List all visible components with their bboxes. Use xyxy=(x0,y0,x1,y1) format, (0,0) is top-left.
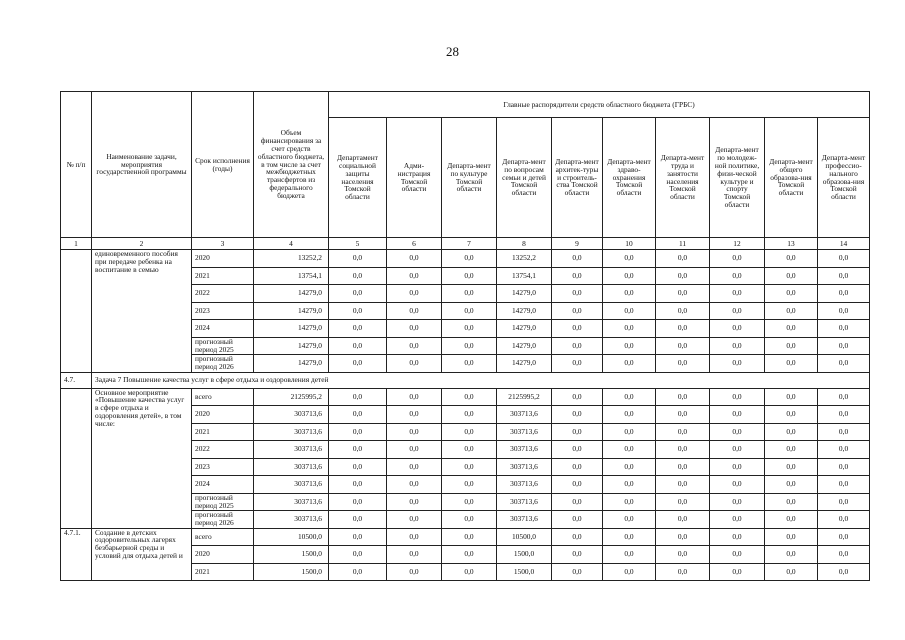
header-dept: Адми-нистрация Томской области xyxy=(387,118,442,238)
department-cell: 0,0 xyxy=(387,285,442,303)
department-cell: 0,0 xyxy=(603,388,656,406)
department-cell: 0,0 xyxy=(710,458,765,476)
department-cell: 0,0 xyxy=(442,267,497,285)
department-cell: 0,0 xyxy=(387,493,442,511)
task-row xyxy=(61,372,870,388)
volume-cell: 303713,6 xyxy=(254,458,329,476)
department-cell: 0,0 xyxy=(329,267,387,285)
department-cell: 303713,6 xyxy=(497,423,552,441)
row-name: Создание в детских оздоровительных лагерях безбарьерной среды и условий для отдыха детей и xyxy=(92,528,192,581)
department-cell: 0,0 xyxy=(387,441,442,459)
department-cell: 0,0 xyxy=(603,528,656,546)
department-cell: 0,0 xyxy=(765,546,818,564)
department-cell: 0,0 xyxy=(442,388,497,406)
department-cell: 0,0 xyxy=(765,337,818,355)
page-number: 28 xyxy=(446,44,459,59)
department-cell: 0,0 xyxy=(656,563,710,581)
department-cell: 0,0 xyxy=(710,250,765,268)
department-cell: 0,0 xyxy=(656,406,710,424)
department-cell: 0,0 xyxy=(552,337,603,355)
department-cell: 0,0 xyxy=(710,563,765,581)
department-cell: 13252,2 xyxy=(497,250,552,268)
department-cell: 0,0 xyxy=(656,476,710,494)
department-cell: 0,0 xyxy=(552,476,603,494)
header-name: Наименование задачи, мероприятия государственной программы xyxy=(92,92,192,238)
department-cell: 0,0 xyxy=(387,355,442,373)
row-period: прогнозный период 2025 xyxy=(192,337,254,355)
department-cell: 0,0 xyxy=(552,302,603,320)
department-cell: 0,0 xyxy=(603,563,656,581)
task-number: 4.7. xyxy=(61,372,92,388)
department-cell: 0,0 xyxy=(603,302,656,320)
row-period: 2024 xyxy=(192,476,254,494)
row-number: 4.7.1. xyxy=(61,528,92,581)
department-cell: 0,0 xyxy=(710,320,765,338)
department-cell: 14279,0 xyxy=(497,355,552,373)
volume-cell: 13252,2 xyxy=(254,250,329,268)
department-cell: 0,0 xyxy=(765,441,818,459)
department-cell: 0,0 xyxy=(765,250,818,268)
department-cell: 0,0 xyxy=(442,528,497,546)
department-cell: 0,0 xyxy=(710,388,765,406)
department-cell: 0,0 xyxy=(603,511,656,529)
header-dept: Департамент социальной защиты населения Томской области xyxy=(329,118,387,238)
department-cell: 0,0 xyxy=(656,546,710,564)
column-number: 14 xyxy=(818,238,870,250)
header-dept: Департа-мент общего образова-ния Томской области xyxy=(765,118,818,238)
row-period: 2021 xyxy=(192,267,254,285)
department-cell: 0,0 xyxy=(442,320,497,338)
volume-cell: 14279,0 xyxy=(254,285,329,303)
department-cell: 0,0 xyxy=(329,406,387,424)
department-cell: 0,0 xyxy=(442,302,497,320)
department-cell: 0,0 xyxy=(552,423,603,441)
department-cell: 0,0 xyxy=(552,388,603,406)
table-row xyxy=(61,528,870,546)
header-dept: Департа-мент здраво-охранения Томской области xyxy=(603,118,656,238)
department-cell: 0,0 xyxy=(329,458,387,476)
department-cell: 0,0 xyxy=(656,267,710,285)
department-cell: 0,0 xyxy=(442,423,497,441)
department-cell: 0,0 xyxy=(710,355,765,373)
column-number: 10 xyxy=(603,238,656,250)
department-cell: 0,0 xyxy=(656,528,710,546)
department-cell: 0,0 xyxy=(552,563,603,581)
row-number xyxy=(61,388,92,528)
row-period: 2022 xyxy=(192,441,254,459)
department-cell: 0,0 xyxy=(656,388,710,406)
task-title: Задача 7 Повышение качества услуг в сфере отдыха и оздоровления детей xyxy=(92,372,870,388)
department-cell: 0,0 xyxy=(552,511,603,529)
department-cell: 0,0 xyxy=(329,493,387,511)
header-volume: Объем финансирования за счет средств областного бюджета, в том числе за счет межбюджетных трансфертов из федерального бюджета xyxy=(254,92,329,238)
row-period: 2020 xyxy=(192,406,254,424)
department-cell: 0,0 xyxy=(442,250,497,268)
column-number: 6 xyxy=(387,238,442,250)
department-cell: 14279,0 xyxy=(497,302,552,320)
department-cell: 13754,1 xyxy=(497,267,552,285)
department-cell: 0,0 xyxy=(387,458,442,476)
volume-cell: 2125995,2 xyxy=(254,388,329,406)
volume-cell: 303713,6 xyxy=(254,493,329,511)
column-number: 4 xyxy=(254,238,329,250)
department-cell: 0,0 xyxy=(442,546,497,564)
budget-table xyxy=(60,91,870,581)
header-dept: Департа-мент по молодеж-ной политике, физи-ческой культуре и спорту Томской области xyxy=(710,118,765,238)
department-cell: 0,0 xyxy=(656,302,710,320)
department-cell: 0,0 xyxy=(818,320,870,338)
department-cell: 0,0 xyxy=(329,388,387,406)
column-number: 13 xyxy=(765,238,818,250)
row-period: 2023 xyxy=(192,302,254,320)
department-cell: 0,0 xyxy=(765,511,818,529)
department-cell: 0,0 xyxy=(329,250,387,268)
row-period: прогнозный период 2025 xyxy=(192,493,254,511)
department-cell: 0,0 xyxy=(603,267,656,285)
row-period: 2023 xyxy=(192,458,254,476)
department-cell: 0,0 xyxy=(656,337,710,355)
volume-cell: 14279,0 xyxy=(254,337,329,355)
department-cell: 0,0 xyxy=(818,302,870,320)
row-period: 2020 xyxy=(192,546,254,564)
department-cell: 0,0 xyxy=(818,337,870,355)
department-cell: 0,0 xyxy=(387,337,442,355)
department-cell: 0,0 xyxy=(818,355,870,373)
column-number: 12 xyxy=(710,238,765,250)
department-cell: 0,0 xyxy=(329,302,387,320)
department-cell: 303713,6 xyxy=(497,458,552,476)
department-cell: 0,0 xyxy=(603,320,656,338)
department-cell: 0,0 xyxy=(329,528,387,546)
department-cell: 0,0 xyxy=(329,320,387,338)
department-cell: 0,0 xyxy=(387,528,442,546)
header-no: № п/п xyxy=(61,92,92,238)
row-number xyxy=(61,250,92,373)
header-dept: Департа-мент архитек-туры и строитель-ства Томской области xyxy=(552,118,603,238)
department-cell: 0,0 xyxy=(656,320,710,338)
department-cell: 0,0 xyxy=(329,423,387,441)
department-cell: 0,0 xyxy=(552,355,603,373)
department-cell: 0,0 xyxy=(442,406,497,424)
department-cell: 0,0 xyxy=(329,511,387,529)
department-cell: 0,0 xyxy=(552,285,603,303)
department-cell: 0,0 xyxy=(656,441,710,459)
department-cell: 0,0 xyxy=(818,476,870,494)
department-cell: 0,0 xyxy=(656,355,710,373)
department-cell: 0,0 xyxy=(765,355,818,373)
department-cell: 0,0 xyxy=(818,511,870,529)
header-dept: Департа-мент по культуре Томской области xyxy=(442,118,497,238)
department-cell: 0,0 xyxy=(552,458,603,476)
department-cell: 0,0 xyxy=(710,441,765,459)
table-row xyxy=(61,388,870,406)
department-cell: 0,0 xyxy=(442,355,497,373)
department-cell: 0,0 xyxy=(818,267,870,285)
row-period: всего xyxy=(192,388,254,406)
department-cell: 0,0 xyxy=(329,285,387,303)
volume-cell: 1500,0 xyxy=(254,546,329,564)
department-cell: 0,0 xyxy=(329,337,387,355)
department-cell: 0,0 xyxy=(656,423,710,441)
department-cell: 0,0 xyxy=(387,546,442,564)
department-cell: 0,0 xyxy=(603,423,656,441)
department-cell: 0,0 xyxy=(656,250,710,268)
department-cell: 0,0 xyxy=(603,441,656,459)
column-number: 11 xyxy=(656,238,710,250)
department-cell: 0,0 xyxy=(387,302,442,320)
volume-cell: 303713,6 xyxy=(254,476,329,494)
row-period: 2021 xyxy=(192,423,254,441)
department-cell: 0,0 xyxy=(710,423,765,441)
department-cell: 0,0 xyxy=(442,493,497,511)
volume-cell: 303713,6 xyxy=(254,406,329,424)
column-number: 1 xyxy=(61,238,92,250)
department-cell: 0,0 xyxy=(442,337,497,355)
department-cell: 0,0 xyxy=(710,337,765,355)
department-cell: 303713,6 xyxy=(497,406,552,424)
department-cell: 0,0 xyxy=(818,458,870,476)
department-cell: 0,0 xyxy=(818,441,870,459)
department-cell: 0,0 xyxy=(329,563,387,581)
row-period: прогнозный период 2026 xyxy=(192,511,254,529)
department-cell: 2125995,2 xyxy=(497,388,552,406)
department-cell: 0,0 xyxy=(765,493,818,511)
department-cell: 0,0 xyxy=(765,302,818,320)
department-cell: 0,0 xyxy=(387,388,442,406)
department-cell: 0,0 xyxy=(765,388,818,406)
department-cell: 0,0 xyxy=(603,250,656,268)
department-cell: 0,0 xyxy=(818,528,870,546)
header-group-title: Главные распорядители средств областного бюджета (ГРБС) xyxy=(329,92,870,118)
department-cell: 303713,6 xyxy=(497,493,552,511)
department-cell: 0,0 xyxy=(603,406,656,424)
department-cell: 0,0 xyxy=(818,250,870,268)
department-cell: 0,0 xyxy=(442,285,497,303)
header-term: Срок исполнения (годы) xyxy=(192,92,254,238)
department-cell: 10500,0 xyxy=(497,528,552,546)
department-cell: 303713,6 xyxy=(497,441,552,459)
row-period: прогнозный период 2026 xyxy=(192,355,254,373)
department-cell: 0,0 xyxy=(552,546,603,564)
row-period: 2024 xyxy=(192,320,254,338)
department-cell: 0,0 xyxy=(387,406,442,424)
department-cell: 14279,0 xyxy=(497,337,552,355)
department-cell: 0,0 xyxy=(603,337,656,355)
department-cell: 0,0 xyxy=(765,285,818,303)
department-cell: 0,0 xyxy=(765,476,818,494)
department-cell: 0,0 xyxy=(818,546,870,564)
department-cell: 0,0 xyxy=(329,441,387,459)
department-cell: 1500,0 xyxy=(497,546,552,564)
department-cell: 0,0 xyxy=(329,546,387,564)
department-cell: 303713,6 xyxy=(497,476,552,494)
header-dept: Департа-мент по вопросам семьи и детей Томской области xyxy=(497,118,552,238)
department-cell: 0,0 xyxy=(656,493,710,511)
department-cell: 1500,0 xyxy=(497,563,552,581)
department-cell: 0,0 xyxy=(818,563,870,581)
volume-cell: 303713,6 xyxy=(254,441,329,459)
department-cell: 0,0 xyxy=(818,406,870,424)
volume-cell: 14279,0 xyxy=(254,320,329,338)
department-cell: 0,0 xyxy=(387,476,442,494)
column-number: 2 xyxy=(92,238,192,250)
department-cell: 0,0 xyxy=(329,355,387,373)
department-cell: 0,0 xyxy=(710,493,765,511)
volume-cell: 14279,0 xyxy=(254,302,329,320)
row-period: 2021 xyxy=(192,563,254,581)
department-cell: 0,0 xyxy=(710,546,765,564)
department-cell: 0,0 xyxy=(552,250,603,268)
department-cell: 0,0 xyxy=(765,267,818,285)
row-name: единовременного пособия при передаче ребенка на воспитание в семью xyxy=(92,250,192,373)
department-cell: 0,0 xyxy=(710,285,765,303)
column-number: 3 xyxy=(192,238,254,250)
row-period: всего xyxy=(192,528,254,546)
volume-cell: 14279,0 xyxy=(254,355,329,373)
department-cell: 0,0 xyxy=(603,285,656,303)
table-row xyxy=(61,250,870,268)
department-cell: 0,0 xyxy=(765,458,818,476)
department-cell: 0,0 xyxy=(442,476,497,494)
department-cell: 0,0 xyxy=(710,267,765,285)
department-cell: 0,0 xyxy=(552,320,603,338)
department-cell: 14279,0 xyxy=(497,285,552,303)
department-cell: 0,0 xyxy=(656,285,710,303)
department-cell: 0,0 xyxy=(710,476,765,494)
department-cell: 0,0 xyxy=(710,528,765,546)
column-numbers-row xyxy=(61,238,870,250)
header-dept: Департа-мент труда и занятости населения Томской области xyxy=(656,118,710,238)
volume-cell: 10500,0 xyxy=(254,528,329,546)
department-cell: 0,0 xyxy=(710,406,765,424)
department-cell: 0,0 xyxy=(387,511,442,529)
department-cell: 0,0 xyxy=(442,563,497,581)
department-cell: 0,0 xyxy=(552,441,603,459)
department-cell: 0,0 xyxy=(765,563,818,581)
department-cell: 0,0 xyxy=(818,285,870,303)
department-cell: 0,0 xyxy=(387,267,442,285)
column-number: 5 xyxy=(329,238,387,250)
department-cell: 0,0 xyxy=(552,406,603,424)
row-name: Основное мероприятие «Повышение качества услуг в сфере отдыха и оздоровления детей», в том числе: xyxy=(92,388,192,528)
department-cell: 0,0 xyxy=(710,511,765,529)
department-cell: 0,0 xyxy=(387,423,442,441)
department-cell: 0,0 xyxy=(387,320,442,338)
department-cell: 0,0 xyxy=(603,458,656,476)
department-cell: 303713,6 xyxy=(497,511,552,529)
department-cell: 0,0 xyxy=(603,476,656,494)
column-number: 7 xyxy=(442,238,497,250)
department-cell: 0,0 xyxy=(387,250,442,268)
department-cell: 0,0 xyxy=(765,320,818,338)
department-cell: 0,0 xyxy=(329,476,387,494)
department-cell: 0,0 xyxy=(765,423,818,441)
department-cell: 0,0 xyxy=(656,511,710,529)
department-cell: 0,0 xyxy=(818,388,870,406)
department-cell: 0,0 xyxy=(765,406,818,424)
department-cell: 0,0 xyxy=(442,441,497,459)
header-dept: Департа-мент профессио-нального образова-ния Томской области xyxy=(818,118,870,238)
department-cell: 0,0 xyxy=(442,458,497,476)
department-cell: 0,0 xyxy=(603,355,656,373)
department-cell: 0,0 xyxy=(603,493,656,511)
volume-cell: 303713,6 xyxy=(254,423,329,441)
department-cell: 0,0 xyxy=(552,267,603,285)
row-period: 2020 xyxy=(192,250,254,268)
department-cell: 0,0 xyxy=(710,302,765,320)
row-period: 2022 xyxy=(192,285,254,303)
department-cell: 0,0 xyxy=(656,458,710,476)
department-cell: 0,0 xyxy=(765,528,818,546)
department-cell: 0,0 xyxy=(552,493,603,511)
department-cell: 0,0 xyxy=(552,528,603,546)
column-number: 9 xyxy=(552,238,603,250)
department-cell: 0,0 xyxy=(818,493,870,511)
volume-cell: 303713,6 xyxy=(254,511,329,529)
department-cell: 0,0 xyxy=(442,511,497,529)
department-cell: 14279,0 xyxy=(497,320,552,338)
volume-cell: 13754,1 xyxy=(254,267,329,285)
department-cell: 0,0 xyxy=(387,563,442,581)
column-number: 8 xyxy=(497,238,552,250)
department-cell: 0,0 xyxy=(818,423,870,441)
volume-cell: 1500,0 xyxy=(254,563,329,581)
department-cell: 0,0 xyxy=(603,546,656,564)
